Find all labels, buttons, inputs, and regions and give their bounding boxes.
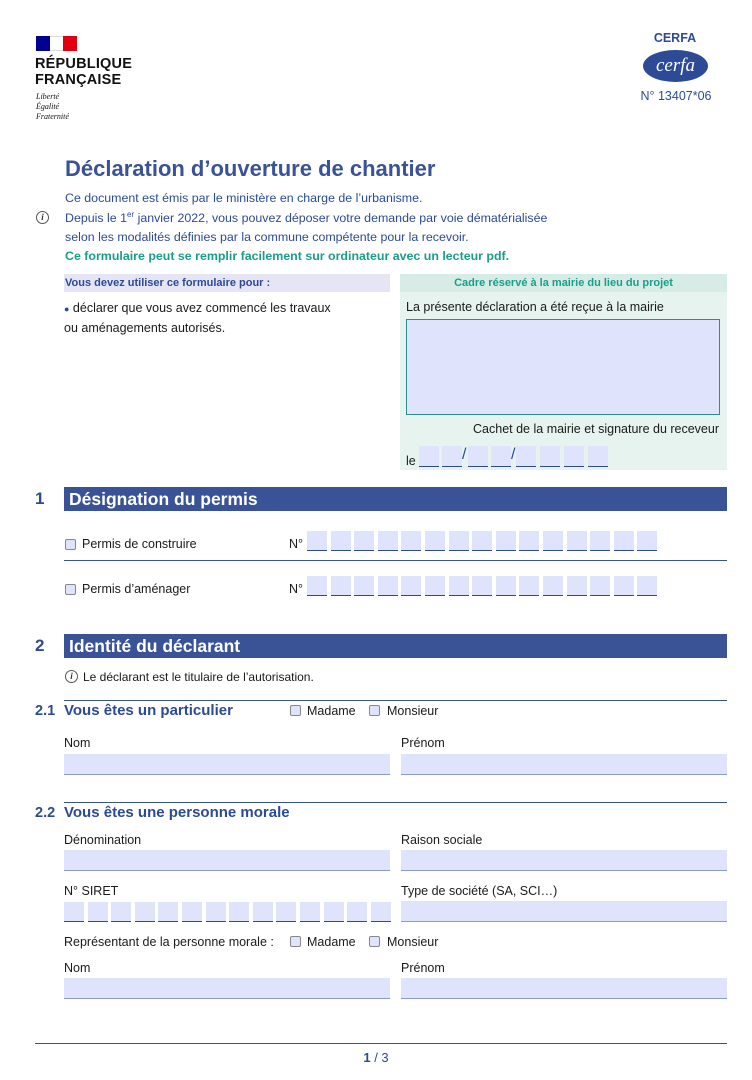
representant-label: Représentant de la personne morale : [64,935,274,949]
intro-line-4: Ce formulaire peut se remplir facilement sur ordinateur avec un lecteur pdf. [65,249,510,263]
permis-amenager-digit[interactable] [472,576,492,596]
siret-digit[interactable] [253,902,273,922]
permis-construire-digit[interactable] [472,531,492,551]
intro-line-1: Ce document est émis par le ministère en charge de l’urbanisme. [65,191,423,205]
intro-line-2: Depuis le 1er janvier 2022, vous pouvez déposer votre demande par voie dématérialisée [65,210,548,226]
prenom-label: Prénom [401,736,445,750]
mairie-recu-label: La présente déclaration a été reçue à la mairie [406,300,664,314]
footer-divider [35,1043,727,1044]
divider [64,560,727,561]
permis-amenager-digit[interactable] [496,576,516,596]
permis-construire-digit[interactable] [307,531,327,551]
intro-line-3: selon les modalités définies par la commune compétente pour la recevoir. [65,230,469,244]
permis-construire-digit[interactable] [614,531,634,551]
permis-construire-digit[interactable] [590,531,610,551]
date-year-1[interactable] [516,446,536,467]
nom-label: Nom [64,736,91,750]
siret-digit[interactable] [229,902,249,922]
section-2-title: Identité du déclarant [64,634,727,658]
permis-amenager-digit[interactable] [354,576,374,596]
mairie-cachet-label: Cachet de la mairie et signature du receveur [473,422,719,436]
permis-construire-checkbox[interactable] [65,539,76,550]
mairie-heading: Cadre réservé à la mairie du lieu du projet [400,274,727,292]
divider [64,700,727,701]
siret-digit[interactable] [276,902,296,922]
divider [64,802,727,803]
permis-construire-digit[interactable] [496,531,516,551]
permis-construire-label: Permis de construire [82,537,197,551]
date-month-2[interactable] [491,446,511,467]
permis-construire-digit[interactable] [567,531,587,551]
denomination-input[interactable] [64,850,390,871]
permis-amenager-digit[interactable] [614,576,634,596]
prenom-input[interactable] [401,754,727,775]
section-2-2-number: 2.2 [35,805,56,821]
siret-digit[interactable] [206,902,226,922]
raison-sociale-input[interactable] [401,850,727,871]
section-2-2-title: Vous êtes une personne morale [64,804,290,821]
usage-heading: Vous devez utiliser ce formulaire pour : [64,274,390,292]
section-2-number: 2 [35,636,45,655]
madame-checkbox[interactable] [290,705,301,716]
siret-digit[interactable] [64,902,84,922]
info-icon: i [65,670,78,683]
permis-amenager-digit[interactable] [449,576,469,596]
siret-digit[interactable] [324,902,344,922]
page-indicator: 1 / 3 [363,1050,389,1065]
denomination-label: Dénomination [64,833,142,847]
rep-prenom-input[interactable] [401,978,727,999]
permis-construire-digit[interactable] [519,531,539,551]
cerfa-label: CERFA [653,31,697,45]
siret-digit[interactable] [182,902,202,922]
permis-construire-digit[interactable] [637,531,657,551]
rep-monsieur-label: Monsieur [387,935,439,949]
devise: Liberté Égalité Fraternité [36,92,69,121]
permis-amenager-digit[interactable] [543,576,563,596]
permis-amenager-digit[interactable] [637,576,657,596]
permis-construire-num-label: N° [289,537,304,551]
date-separator: / [462,446,467,463]
siret-digit[interactable] [135,902,155,922]
date-separator: / [511,446,516,463]
permis-construire-digit[interactable] [378,531,398,551]
permis-amenager-num-label: N° [289,582,304,596]
republique-francaise-logo: RÉPUBLIQUE FRANÇAISE [35,56,133,88]
mairie-date-label: le [406,454,416,468]
permis-construire-digit[interactable] [543,531,563,551]
section-1-title: Désignation du permis [64,487,727,511]
date-year-3[interactable] [564,446,584,467]
siret-digit[interactable] [158,902,178,922]
permis-construire-digit[interactable] [354,531,374,551]
rep-nom-label: Nom [64,961,91,975]
rep-monsieur-checkbox[interactable] [369,936,380,947]
date-day-1[interactable] [419,446,439,467]
permis-amenager-digit[interactable] [519,576,539,596]
nom-input[interactable] [64,754,390,775]
siret-digit[interactable] [88,902,108,922]
mairie-stamp-field[interactable] [406,319,720,415]
permis-amenager-digit[interactable] [378,576,398,596]
declarant-info: Le déclarant est le titulaire de l’autorisation. [83,670,314,684]
rep-madame-checkbox[interactable] [290,936,301,947]
permis-amenager-digit[interactable] [590,576,610,596]
permis-construire-digit[interactable] [425,531,445,551]
mairie-box [400,274,727,470]
siret-digit[interactable] [371,902,391,922]
page-title: Déclaration d’ouverture de chantier [65,156,436,181]
rep-madame-label: Madame [307,935,356,949]
permis-construire-digit[interactable] [331,531,351,551]
monsieur-checkbox[interactable] [369,705,380,716]
rep-prenom-label: Prénom [401,961,445,975]
permis-amenager-digit[interactable] [331,576,351,596]
siret-digit[interactable] [347,902,367,922]
permis-amenager-digit[interactable] [401,576,421,596]
date-month-1[interactable] [468,446,488,467]
french-flag-logo [36,36,77,51]
permis-amenager-digit[interactable] [567,576,587,596]
madame-label: Madame [307,704,356,718]
permis-construire-digit[interactable] [401,531,421,551]
siret-digit[interactable] [300,902,320,922]
permis-amenager-digit[interactable] [307,576,327,596]
siret-digit[interactable] [111,902,131,922]
cerfa-logo: cerfa [643,50,708,82]
section-2-1-number: 2.1 [35,703,56,719]
usage-text: ● déclarer que vous avez commencé les travaux ou aménagements autorisés. [64,301,331,335]
info-icon: i [36,211,49,224]
section-1-number: 1 [35,489,45,508]
date-year-4[interactable] [588,446,608,467]
raison-sociale-label: Raison sociale [401,833,483,847]
siret-label: N° SIRET [64,884,119,898]
rep-nom-input[interactable] [64,978,390,999]
permis-construire-digit[interactable] [449,531,469,551]
date-day-2[interactable] [442,446,462,467]
permis-amenager-checkbox[interactable] [65,584,76,595]
type-societe-label: Type de société (SA, SCI…) [401,884,558,898]
type-societe-input[interactable] [401,901,727,922]
date-year-2[interactable] [540,446,560,467]
permis-amenager-label: Permis d’aménager [82,582,191,596]
section-2-1-title: Vous êtes un particulier [64,702,233,719]
permis-amenager-digit[interactable] [425,576,445,596]
cerfa-number: N° 13407*06 [640,89,712,103]
monsieur-label: Monsieur [387,704,439,718]
